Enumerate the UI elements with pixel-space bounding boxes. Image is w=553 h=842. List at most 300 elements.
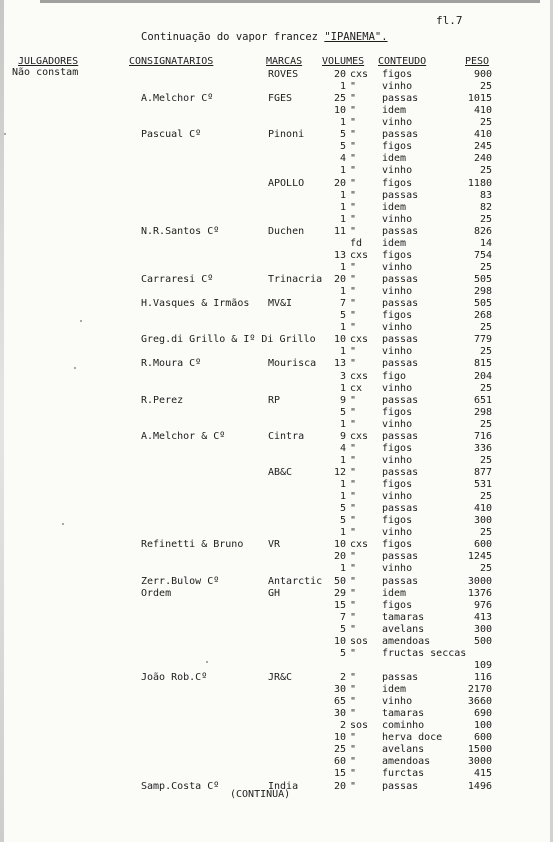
table-row [0,660,553,672]
table-row [0,744,553,756]
consignatario-cell: R.Perez [141,394,184,406]
peso-cell: 531 [473,479,492,491]
volumes-cell: 5 [339,515,346,527]
unit-cell: " [350,647,357,659]
unit-cell: " [350,768,357,780]
marca-cell: APOLLO [268,177,305,189]
header-marcas: MARCAS [266,56,303,67]
conteudo-cell: passas [382,129,419,141]
volumes-cell: 5 [339,310,346,322]
table-row [0,455,553,467]
consignatario-cell: Greg.di Grillo & Iº Di Grillo [141,334,316,346]
table-row [0,69,553,81]
side-note: Não constam [12,67,79,78]
header-consignatarios: CONSIGNATARIOS [129,56,214,67]
peso-cell: 900 [473,69,492,80]
unit-cell: " [350,165,357,177]
volumes-cell: 29 [333,587,346,599]
table-row [0,105,553,117]
speck [4,133,6,135]
peso-cell: 25 [479,117,492,129]
volumes-cell: 10 [333,105,346,117]
peso-cell: 240 [473,153,492,165]
unit-cell: " [350,503,357,515]
peso-cell: 300 [473,515,492,527]
conteudo-cell: vinho [382,491,413,503]
unit-cell: " [350,298,357,310]
conteudo-cell: idem [382,105,407,117]
conteudo-cell: vinho [382,418,413,430]
ship-name: "IPANEMA". [324,31,388,43]
volumes-cell: 5 [339,141,346,153]
table-row [0,491,553,503]
peso-cell: 505 [473,274,492,286]
table-row [0,226,553,238]
volumes-cell: 1 [339,322,346,334]
volumes-cell: 30 [333,708,346,720]
conteudo-cell: vinho [382,81,413,93]
table-row [0,563,553,575]
peso-cell: 410 [473,129,492,141]
conteudo-cell: furctas [382,768,425,780]
volumes-cell: 12 [333,466,346,478]
table-row [0,600,553,612]
table-row [0,515,553,527]
table-row [0,310,553,322]
table-row [0,768,553,780]
peso-cell: 505 [473,298,492,310]
consignatario-cell: Pascual Cº [141,129,202,141]
table-row [0,202,553,214]
header-volumes: VOLUMES [322,56,365,67]
peso-cell: 877 [473,466,492,478]
volumes-cell: 1 [339,201,346,213]
table-row [0,431,553,443]
volumes-cell: 20 [333,177,346,189]
marca-cell: Antarctic [268,575,323,587]
peso-cell: 82 [479,201,492,213]
volumes-cell: 10 [333,732,346,744]
unit-cell: sos [350,720,369,732]
conteudo-cell: figos [382,406,413,418]
peso-cell: 298 [473,406,492,418]
volumes-cell: 9 [339,394,346,406]
unit-cell: " [350,394,357,406]
peso-cell: 415 [473,768,492,780]
conteudo-cell: passas [382,189,419,201]
volumes-cell: 20 [333,780,346,792]
table-row [0,672,553,684]
table-row [0,274,553,286]
consignatario-cell: Refinetti & Bruno [141,539,244,551]
conteudo-cell: idem [382,153,407,165]
unit-cell: " [350,406,357,418]
table-row [0,358,553,370]
table-row [0,576,553,588]
volumes-cell: 60 [333,756,346,768]
peso-cell: 25 [479,527,492,539]
conteudo-cell: passas [382,430,419,442]
peso-cell: 25 [479,81,492,93]
conteudo-cell: figos [382,249,413,261]
marca-cell: FGES [268,93,293,105]
peso-cell: 14 [479,237,492,249]
conteudo-cell: passas [382,780,419,792]
volumes-cell: 13 [333,249,346,261]
peso-cell: 25 [479,418,492,430]
unit-cell: cxs [350,249,369,261]
peso-cell: 25 [479,213,492,225]
peso-cell: 1015 [467,93,492,105]
conteudo-cell: figos [382,141,413,153]
conteudo-cell: tamaras [382,611,425,623]
table-row [0,141,553,153]
peso-cell: 826 [473,225,492,237]
conteudo-cell: figos [382,177,413,189]
peso-cell: 109 [473,659,492,671]
footer-continua: (CONTINUA) [230,789,291,800]
conteudo-cell: passas [382,93,419,105]
conteudo-cell: tamaras [382,708,425,720]
conteudo-cell: passas [382,394,419,406]
unit-cell: " [350,261,357,273]
page-number: fl.7 [436,14,463,27]
peso-cell: 116 [473,672,492,683]
marca-cell: ROVES [268,69,299,80]
conteudo-cell: vinho [382,165,413,177]
unit-cell: cxs [350,334,369,346]
unit-cell: " [350,756,357,768]
volumes-cell: 1 [339,418,346,430]
conteudo-cell: vinho [382,563,413,575]
conteudo-cell: amendoas [382,756,431,768]
marca-cell: MV&I [268,298,293,310]
volumes-cell: 25 [333,93,346,105]
marca-cell: Trinacria [268,274,323,286]
peso-cell: 100 [473,720,492,732]
conteudo-cell: vinho [382,286,413,298]
volumes-cell: 25 [333,744,346,756]
unit-cell: " [350,322,357,334]
peso-cell: 268 [473,310,492,322]
table-row [0,479,553,491]
table-row [0,443,553,455]
table-row [0,262,553,274]
table-row [0,503,553,515]
unit-cell: " [350,117,357,129]
volumes-cell: 1 [339,286,346,298]
unit-cell: " [350,310,357,322]
peso-cell: 25 [479,563,492,575]
peso-cell: 25 [479,165,492,177]
unit-cell: " [350,623,357,635]
peso-cell: 410 [473,105,492,117]
unit-cell: " [350,611,357,623]
peso-cell: 25 [479,454,492,466]
conteudo-cell: passas [382,298,419,310]
peso-cell: 1245 [467,551,492,563]
volumes-cell: 7 [339,298,346,310]
unit-cell: " [350,575,357,587]
marca-cell: Pinoni [268,129,305,141]
conteudo-cell: passas [382,551,419,563]
speck [74,367,76,369]
table-row [0,636,553,648]
conteudo-cell: vinho [382,382,413,394]
conteudo-cell: figos [382,539,413,551]
conteudo-cell: vinho [382,527,413,539]
unit-cell: cxs [350,370,369,382]
table-row [0,648,553,660]
volumes-cell: 10 [333,334,346,346]
conteudo-cell: figos [382,479,413,491]
unit-cell: " [350,744,357,756]
conteudo-cell: vinho [382,213,413,225]
volumes-cell: 65 [333,696,346,708]
volumes-cell: 1 [339,165,346,177]
volumes-cell: 5 [339,129,346,141]
conteudo-cell: figos [382,310,413,322]
peso-cell: 779 [473,334,492,346]
unit-cell: " [350,672,357,683]
volumes-cell: 20 [333,69,346,80]
peso-cell: 25 [479,346,492,358]
peso-cell: 1496 [467,780,492,792]
marca-cell: Mourisca [268,358,317,370]
peso-cell: 651 [473,394,492,406]
table-row [0,383,553,395]
conteudo-cell: passas [382,334,419,346]
unit-cell: " [350,346,357,358]
peso-cell: 25 [479,322,492,334]
table-row [0,551,553,563]
unit-cell: cxs [350,69,369,80]
volumes-cell: 1 [339,346,346,358]
unit-cell: sos [350,635,369,647]
peso-cell: 300 [473,623,492,635]
table-row [0,129,553,141]
table-row [0,178,553,190]
conteudo-cell: vinho [382,696,413,708]
consignatario-cell: João Rob.Cº [141,672,208,683]
volumes-cell: 5 [339,647,346,659]
conteudo-cell: figo [382,370,407,382]
unit-cell: " [350,153,357,165]
peso-cell: 690 [473,708,492,720]
unit-cell: " [350,780,357,792]
table-row [0,322,553,334]
unit-cell: " [350,599,357,611]
conteudo-cell: vinho [382,261,413,273]
marca-cell: GH [268,587,281,599]
table-row [0,153,553,165]
unit-cell: " [350,286,357,298]
volumes-cell: 1 [339,479,346,491]
marca-cell: JR&C [268,672,293,683]
unit-cell: " [350,213,357,225]
unit-cell: " [350,93,357,105]
table-row [0,250,553,262]
volumes-cell: 1 [339,491,346,503]
table-row [0,527,553,539]
unit-cell: " [350,479,357,491]
conteudo-cell: amendoas [382,635,431,647]
volumes-cell: 10 [333,539,346,551]
conteudo-cell: figos [382,69,413,80]
marca-cell: VR [268,539,281,551]
volumes-cell: 13 [333,358,346,370]
volumes-cell: 4 [339,442,346,454]
conteudo-cell: idem [382,201,407,213]
peso-cell: 298 [473,286,492,298]
table-row [0,346,553,358]
table-row [0,81,553,93]
table-row [0,696,553,708]
marca-cell: AB&C [268,466,293,478]
conteudo-cell: vinho [382,346,413,358]
conteudo-cell: vinho [382,454,413,466]
conteudo-cell: passas [382,503,419,515]
conteudo-cell: idem [382,237,407,249]
consignatario-cell: Samp.Costa Cº [141,780,220,792]
peso-cell: 413 [473,611,492,623]
consignatario-cell: A.Melchor & Cº [141,430,226,442]
peso-cell: 3660 [467,696,492,708]
conteudo-cell: idem [382,587,407,599]
volumes-cell: 2 [339,720,346,732]
conteudo-cell: figos [382,515,413,527]
peso-cell: 754 [473,249,492,261]
volumes-cell: 1 [339,382,346,394]
speck [206,661,208,663]
consignatario-cell: N.R.Santos Cº [141,225,220,237]
unit-cell: " [350,418,357,430]
unit-cell: cxs [350,539,369,551]
unit-cell: " [350,129,357,141]
table-row [0,371,553,383]
conteudo-cell: figos [382,442,413,454]
volumes-cell: 1 [339,213,346,225]
table-row [0,395,553,407]
header-peso: PESO [465,56,490,67]
conteudo-cell: passas [382,225,419,237]
table-row [0,93,553,105]
table-row [0,238,553,250]
unit-cell: " [350,201,357,213]
peso-cell: 3000 [467,575,492,587]
table-row [0,298,553,310]
volumes-cell: 30 [333,684,346,696]
consignatario-cell: Ordem [141,587,172,599]
unit-cell: " [350,491,357,503]
volumes-cell: 1 [339,261,346,273]
unit-cell: " [350,515,357,527]
conteudo-cell: figos [382,599,413,611]
volumes-cell: 10 [333,635,346,647]
unit-cell: " [350,454,357,466]
volumes-cell: 11 [333,225,346,237]
table-row [0,190,553,202]
table-row [0,539,553,551]
volumes-cell: 15 [333,599,346,611]
volumes-cell: 5 [339,503,346,515]
unit-cell: " [350,732,357,744]
peso-cell: 1180 [467,177,492,189]
volumes-cell: 5 [339,623,346,635]
conteudo-cell: vinho [382,322,413,334]
unit-cell: " [350,684,357,696]
title-prefix: Continuação do vapor francez [141,31,325,43]
header-julgadores: JULGADORES [18,56,79,67]
unit-cell: " [350,274,357,286]
peso-cell: 815 [473,358,492,370]
consignatario-cell: A.Melchor Cº [141,93,214,105]
marca-cell: Cintra [268,430,305,442]
conteudo-cell: avelans [382,744,425,756]
table-row [0,334,553,346]
table-row [0,467,553,479]
unit-cell: cxs [350,430,369,442]
unit-cell: " [350,696,357,708]
volumes-cell: 1 [339,189,346,201]
volumes-cell: 20 [333,274,346,286]
table-row [0,732,553,744]
peso-cell: 336 [473,442,492,454]
volumes-cell: 15 [333,768,346,780]
table-row [0,684,553,696]
unit-cell: " [350,442,357,454]
table-row [0,407,553,419]
peso-cell: 500 [473,635,492,647]
unit-cell: cx [350,382,363,394]
page-title [141,31,388,43]
peso-cell: 1500 [467,744,492,756]
conteudo-cell: avelans [382,623,425,635]
unit-cell: " [350,225,357,237]
volumes-cell: 3 [339,370,346,382]
peso-cell: 716 [473,430,492,442]
volumes-cell: 1 [339,527,346,539]
peso-cell: 2170 [467,684,492,696]
unit-cell: " [350,177,357,189]
unit-cell: " [350,81,357,93]
peso-cell: 25 [479,382,492,394]
table-row [0,612,553,624]
peso-cell: 600 [473,539,492,551]
volumes-cell: 1 [339,454,346,466]
unit-cell: fd [350,237,363,249]
peso-cell: 83 [479,189,492,201]
peso-cell: 25 [479,261,492,273]
peso-cell: 410 [473,503,492,515]
peso-cell: 245 [473,141,492,153]
peso-cell: 1376 [467,587,492,599]
volumes-cell: 50 [333,575,346,587]
unit-cell: " [350,141,357,153]
peso-cell: 204 [473,370,492,382]
table-row [0,588,553,600]
peso-cell: 25 [479,491,492,503]
conteudo-cell: passas [382,672,419,683]
table-row [0,720,553,732]
consignatario-cell: Zerr.Bulow Cº [141,575,220,587]
marca-cell: RP [268,394,281,406]
conteudo-cell: herva doce [382,732,443,744]
volumes-cell: 1 [339,81,346,93]
unit-cell: " [350,527,357,539]
conteudo-cell: vinho [382,117,413,129]
conteudo-cell: passas [382,466,419,478]
